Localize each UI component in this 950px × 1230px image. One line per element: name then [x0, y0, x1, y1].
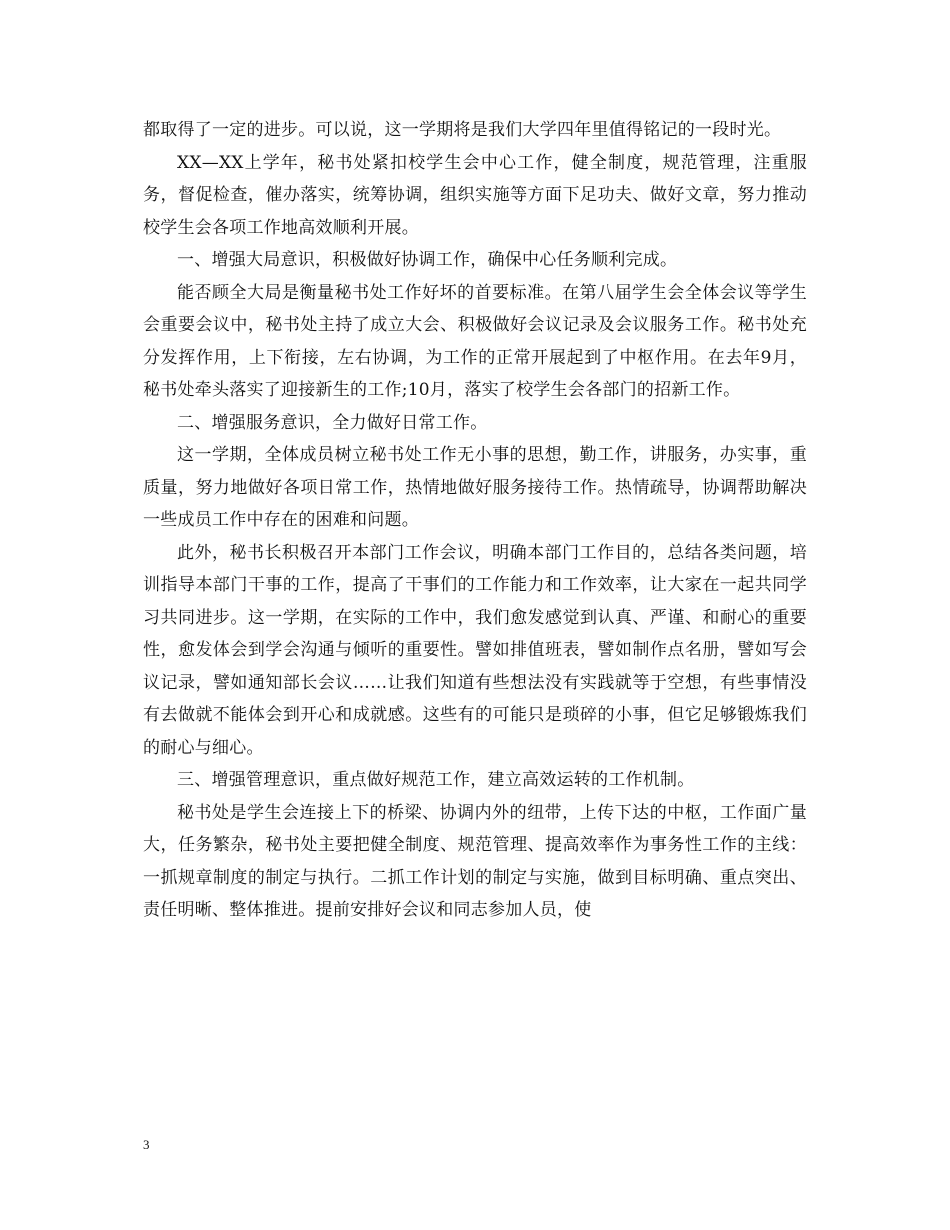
paragraph-section-2b: 此外，秘书长积极召开本部门工作会议，明确本部门工作目的，总结各类问题，培训指导本部门干事的工作，提高了干事们的工作能力和工作效率，让大家在一起共同学习共同进步。这一学期，在实际的工作中，我们愈发感觉到认真、严谨、和耐心的重要性，愈发体会到学会沟通与倾听的重要性。譬如排值班表，譬如制作点名册，譬如写会议记录，譬如通知部长会议……让我们知道有些想法没有实践就等于空想，有些事情没有去做就不能体会到开心和成就感。这些有的可能只是琐碎的小事，但它足够锻炼我们的耐心与细心。: [143, 542, 807, 758]
section-heading-3: 三、增强管理意识，重点做好规范工作，建立高效运转的工作机制。: [177, 770, 695, 790]
paragraph-section-2a: 这一学期，全体成员树立秘书处工作无小事的思想，勤工作，讲服务，办实事，重质量，努力地做好各项日常工作，热情地做好服务接待工作。热情疏导，协调帮助解决一些成员工作中存在的困难和问题。: [143, 445, 807, 530]
paragraph-section-1: 能否顾全大局是衡量秘书处工作好坏的首要标准。在第八届学生会全体会议等学生会重要会议中，秘书处主持了成立大会、积极做好会议记录及会议服务工作。秘书处充分发挥作用，上下衔接，左右协调，为工作的正常开展起到了中枢作用。在去年9月，秘书处牵头落实了迎接新生的工作;10月，落实了校学生会各部门的招新工作。: [143, 282, 807, 400]
paragraph-section-3: 秘书处是学生会连接上下的桥梁、协调内外的纽带，上传下达的中枢，工作面广量大，任务繁杂，秘书处主要把健全制度、规范管理、提高效率作为事务性工作的主线：一抓规章制度的制定与执行。二抓工作计划的制定与实施，做到目标明确、重点突出、责任明晰、整体推进。提前安排好会议和同志参加人员，使: [143, 802, 807, 920]
paragraph-continuation: 都取得了一定的进步。可以说，这一学期将是我们大学四年里值得铭记的一段时光。: [143, 120, 782, 140]
section-heading-1: 一、增强大局意识，积极做好协调工作，确保中心任务顺利完成。: [177, 250, 678, 270]
paragraph-intro: XX—XX上学年，秘书处紧扣校学生会中心工作，健全制度，规范管理，注重服务，督促检查，催办落实，统筹协调，组织实施等方面下足功夫、做好文章，努力推动校学生会各项工作地高效顺利开展。: [143, 152, 807, 238]
document-body: [143, 114, 807, 927]
section-heading-2: 二、增强服务意识，全力做好日常工作。: [177, 412, 488, 433]
page-number: 3: [143, 1137, 150, 1152]
